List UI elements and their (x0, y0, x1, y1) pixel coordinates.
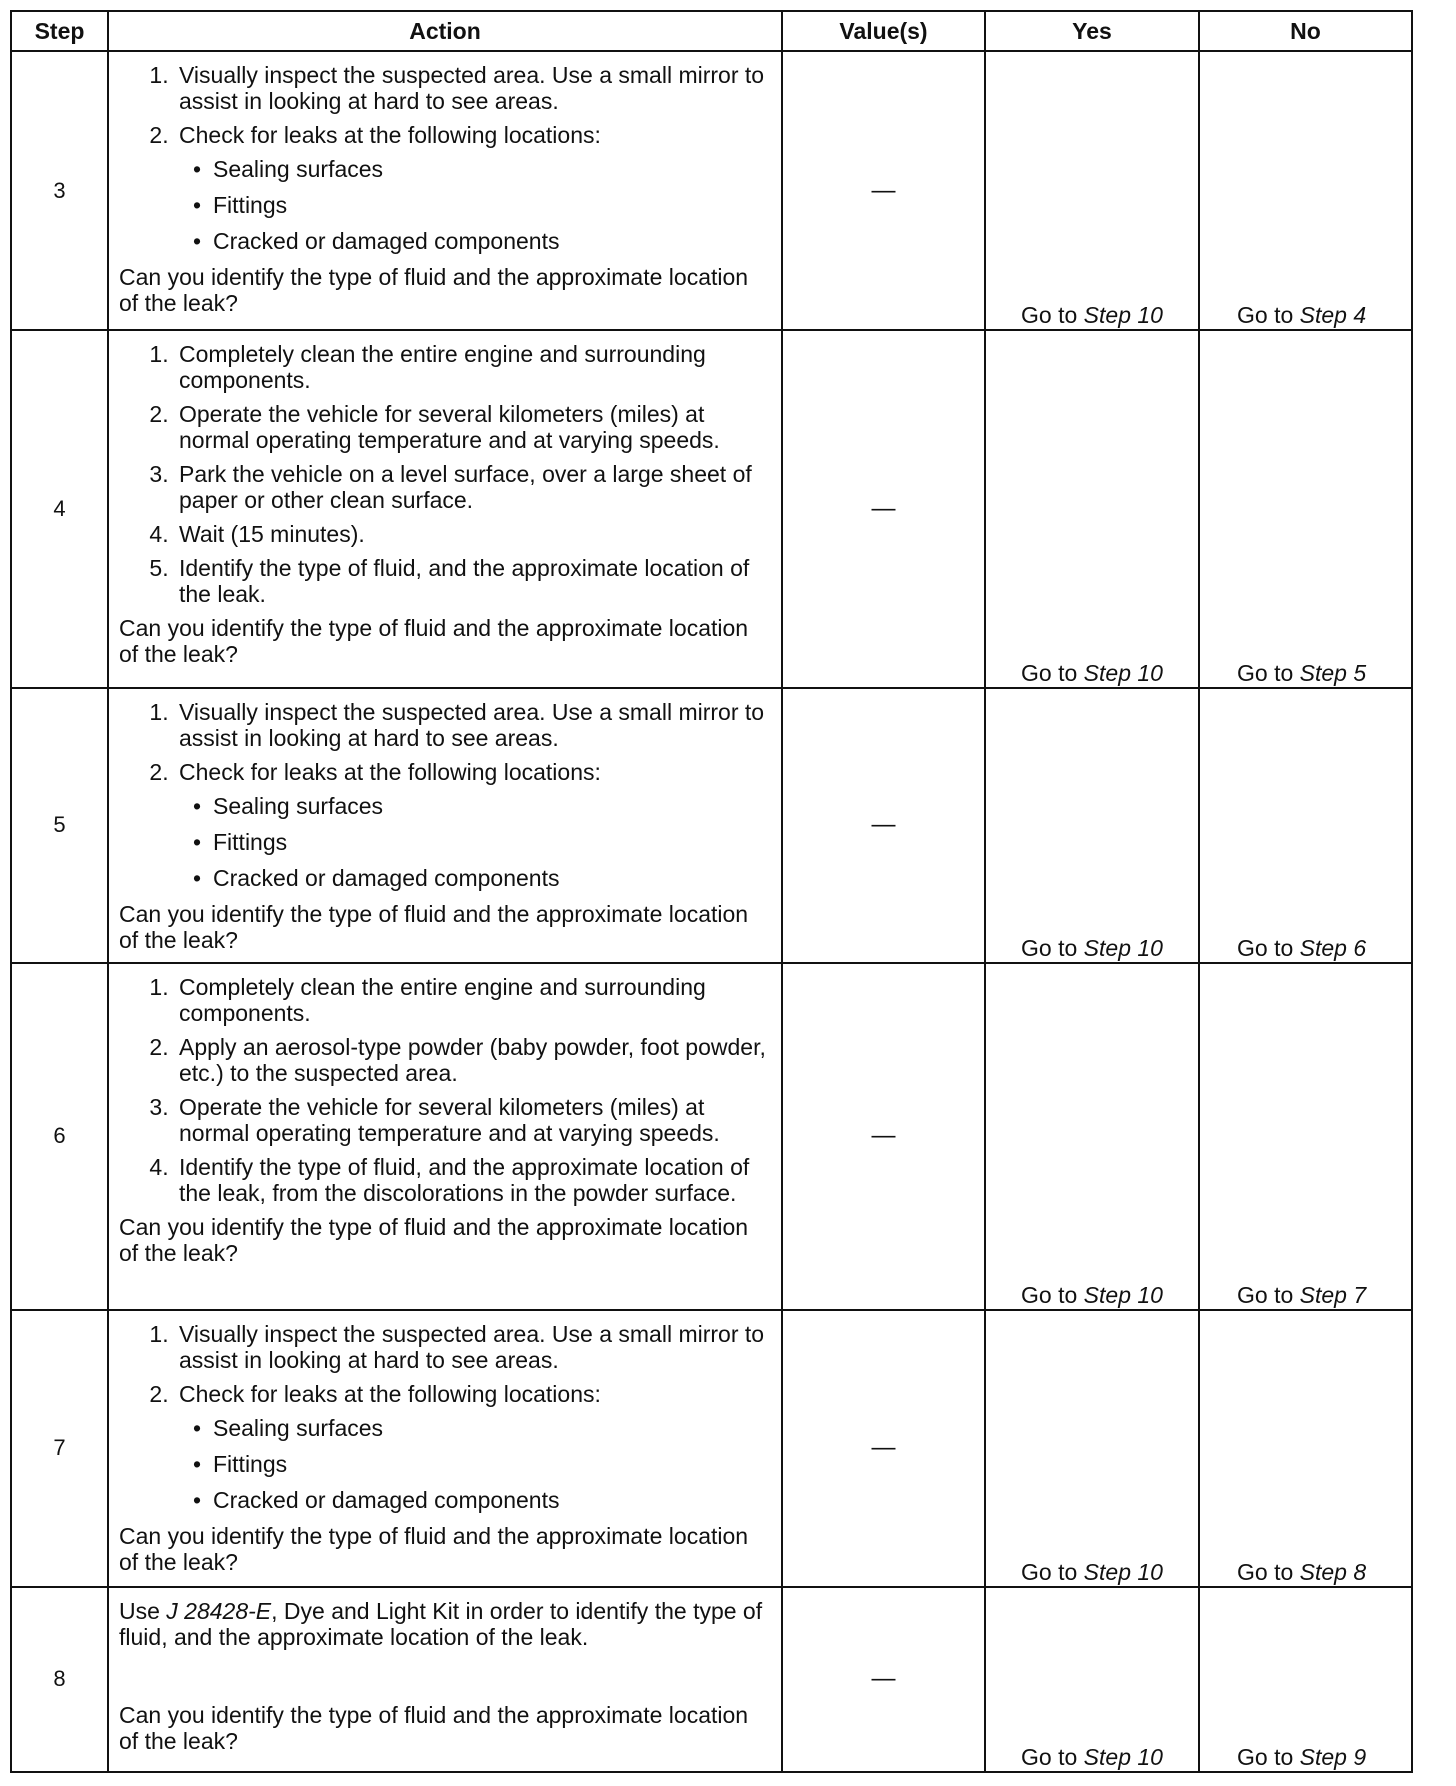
yes-goto (1021, 1559, 1163, 1586)
action-step-text: Check for leaks at the following locations: (179, 122, 601, 148)
goto-step-ref: Step 10 (1083, 934, 1163, 961)
step-number: 4 (11, 330, 108, 688)
no-goto (1200, 1559, 1366, 1586)
location-item: • Sealing surfaces (213, 793, 771, 819)
action-step-text: Operate the vehicle for several kilometers (miles) at normal operating temperature and at varying speeds. (179, 1093, 720, 1146)
no-cell (1199, 688, 1412, 962)
goto-prefix: Go to (1021, 1282, 1078, 1309)
step-number: 8 (11, 1587, 108, 1772)
goto-prefix: Go to (1237, 1558, 1294, 1585)
no-goto (1200, 660, 1366, 687)
action-step (175, 521, 771, 547)
action-cell (108, 688, 782, 962)
goto-prefix: Go to (1021, 1558, 1078, 1585)
location-item: • Cracked or damaged components (213, 228, 771, 254)
tool-number: J 28428-E (166, 1597, 272, 1624)
action-cell (108, 963, 782, 1311)
yes-goto (1021, 1744, 1163, 1771)
goto-step-ref: Step 10 (1083, 1744, 1163, 1770)
table-row (11, 330, 1412, 688)
goto-step-ref: Step 6 (1299, 934, 1367, 961)
action-step-text: Identify the type of fluid, and the approximate location of the leak, from the discolorations in the powder surface. (179, 1153, 750, 1206)
header-no: No (1199, 11, 1412, 51)
table-row (11, 51, 1412, 330)
yes-cell (985, 330, 1199, 688)
action-step (175, 1034, 771, 1086)
action-step (175, 62, 771, 114)
location-item: • Fittings (213, 192, 771, 218)
action-step (175, 341, 771, 393)
action-step (175, 974, 771, 1026)
action-content (109, 1311, 781, 1581)
location-list (179, 156, 771, 254)
step-number: 3 (11, 51, 108, 330)
no-cell (1199, 963, 1412, 1311)
goto-step-ref: Step 5 (1299, 660, 1367, 687)
no-cell (1199, 1587, 1412, 1772)
goto-prefix: Go to (1237, 1282, 1294, 1309)
action-step-text: Visually inspect the suspected area. Use a small mirror to assist in looking at hard to see areas. (179, 1321, 765, 1374)
goto-prefix: Go to (1021, 934, 1078, 961)
goto-prefix: Go to (1237, 302, 1294, 329)
action-steps (119, 699, 771, 891)
goto-step-ref: Step 10 (1083, 1558, 1163, 1585)
action-step-text: Check for leaks at the following locations: (179, 1381, 601, 1408)
goto-step-ref: Step 10 (1083, 1282, 1163, 1309)
yes-cell (985, 688, 1199, 962)
no-goto (1200, 1282, 1366, 1309)
action-cell (108, 51, 782, 330)
action-step-text: Visually inspect the suspected area. Use a small mirror to assist in looking at hard to see areas. (179, 62, 765, 114)
action-step (175, 1094, 771, 1146)
no-cell (1199, 1310, 1412, 1586)
header-values: Value(s) (782, 11, 985, 51)
action-step (175, 555, 771, 607)
value-cell: — (782, 963, 985, 1311)
action-step (175, 461, 771, 513)
action-step-text: Completely clean the entire engine and surrounding components. (179, 973, 706, 1026)
action-step (175, 122, 771, 254)
action-question: Can you identify the type of fluid and the approximate location of the leak? (119, 1213, 749, 1266)
action-question: Can you identify the type of fluid and the approximate location of the leak? (119, 901, 749, 954)
action-steps (119, 1321, 771, 1513)
action-question: Can you identify the type of fluid and the approximate location of the leak? (119, 264, 749, 316)
yes-goto (1021, 935, 1163, 962)
action-content (109, 52, 781, 322)
action-step-text: Park the vehicle on a level surface, over a large sheet of paper or other clean surface. (179, 461, 752, 514)
intro-pre: Use (119, 1597, 167, 1624)
action-question: Can you identify the type of fluid and the approximate location of the leak? (119, 615, 749, 668)
action-cell (108, 1587, 782, 1772)
yes-goto (1021, 660, 1163, 687)
goto-prefix: Go to (1237, 1744, 1294, 1770)
goto-step-ref: Step 10 (1083, 302, 1163, 329)
location-item: • Cracked or damaged components (213, 865, 771, 891)
spacer (119, 1650, 771, 1702)
location-list (179, 793, 771, 891)
action-step (175, 401, 771, 453)
action-step (175, 1154, 771, 1206)
value-cell: — (782, 330, 985, 688)
value-cell: — (782, 51, 985, 330)
yes-cell (985, 963, 1199, 1311)
yes-cell (985, 1310, 1199, 1586)
action-steps (119, 974, 771, 1206)
step-number: 5 (11, 688, 108, 962)
action-content (109, 1588, 781, 1760)
goto-prefix: Go to (1021, 1744, 1078, 1770)
action-step-text: Wait (15 minutes). (179, 521, 365, 548)
value-cell: — (782, 688, 985, 962)
location-item: • Fittings (213, 1451, 771, 1477)
action-cell (108, 1310, 782, 1586)
location-item: • Fittings (213, 829, 771, 855)
no-goto (1200, 302, 1366, 329)
goto-prefix: Go to (1237, 660, 1294, 687)
goto-step-ref: Step 8 (1299, 1558, 1367, 1585)
action-step (175, 699, 771, 751)
action-step (175, 759, 771, 891)
action-step-text: Operate the vehicle for several kilometers (miles) at normal operating temperature and at varying speeds. (179, 401, 720, 454)
no-cell (1199, 330, 1412, 688)
header-row (11, 11, 1412, 51)
action-content (109, 331, 781, 673)
action-step (175, 1381, 771, 1513)
yes-cell (985, 51, 1199, 330)
yes-cell (985, 1587, 1199, 1772)
action-steps (119, 62, 771, 254)
location-item: • Sealing surfaces (213, 1415, 771, 1441)
action-content (109, 964, 781, 1272)
yes-goto (1021, 1282, 1163, 1309)
location-list (179, 1415, 771, 1513)
goto-prefix: Go to (1021, 302, 1078, 329)
table-row (11, 688, 1412, 962)
goto-step-ref: Step 7 (1299, 1282, 1367, 1309)
action-step-text: Identify the type of fluid, and the approximate location of the leak. (179, 555, 750, 608)
header-yes: Yes (985, 11, 1199, 51)
step-number: 6 (11, 963, 108, 1311)
goto-step-ref: Step 9 (1299, 1744, 1367, 1770)
action-question: Can you identify the type of fluid and the approximate location of the leak? (119, 1523, 749, 1576)
action-step (175, 1321, 771, 1373)
action-step-text: Visually inspect the suspected area. Use a small mirror to assist in looking at hard to see areas. (179, 699, 765, 752)
goto-prefix: Go to (1237, 934, 1294, 961)
no-goto (1200, 935, 1366, 962)
action-step-text: Apply an aerosol-type powder (baby powder, foot powder, etc.) to the suspected area. (179, 1033, 766, 1086)
no-goto (1200, 1744, 1366, 1771)
header-step: Step (11, 11, 108, 51)
action-step-text: Completely clean the entire engine and surrounding components. (179, 341, 706, 394)
header-action: Action (108, 11, 782, 51)
value-cell: — (782, 1310, 985, 1586)
value-cell: — (782, 1587, 985, 1772)
goto-step-ref: Step 10 (1083, 660, 1163, 687)
step-number: 7 (11, 1310, 108, 1586)
table-row (11, 1310, 1412, 1586)
location-item: • Sealing surfaces (213, 156, 771, 182)
yes-goto (1021, 302, 1163, 329)
table-row (11, 963, 1412, 1311)
action-cell (108, 330, 782, 688)
action-step-text: Check for leaks at the following locations: (179, 759, 601, 786)
no-cell (1199, 51, 1412, 330)
action-steps (119, 341, 771, 607)
action-question: Can you identify the type of fluid and the approximate location of the leak? (119, 1701, 749, 1754)
diagnostic-table (10, 10, 1413, 1773)
action-intro (119, 1598, 771, 1650)
table-row (11, 1587, 1412, 1772)
location-item: • Cracked or damaged components (213, 1487, 771, 1513)
goto-prefix: Go to (1021, 660, 1078, 687)
goto-step-ref: Step 4 (1299, 302, 1367, 329)
action-content (109, 689, 781, 959)
intro-post: , Dye and Light Kit in order to identify the type of fluid, and the approximate location of the leak. (119, 1597, 763, 1650)
